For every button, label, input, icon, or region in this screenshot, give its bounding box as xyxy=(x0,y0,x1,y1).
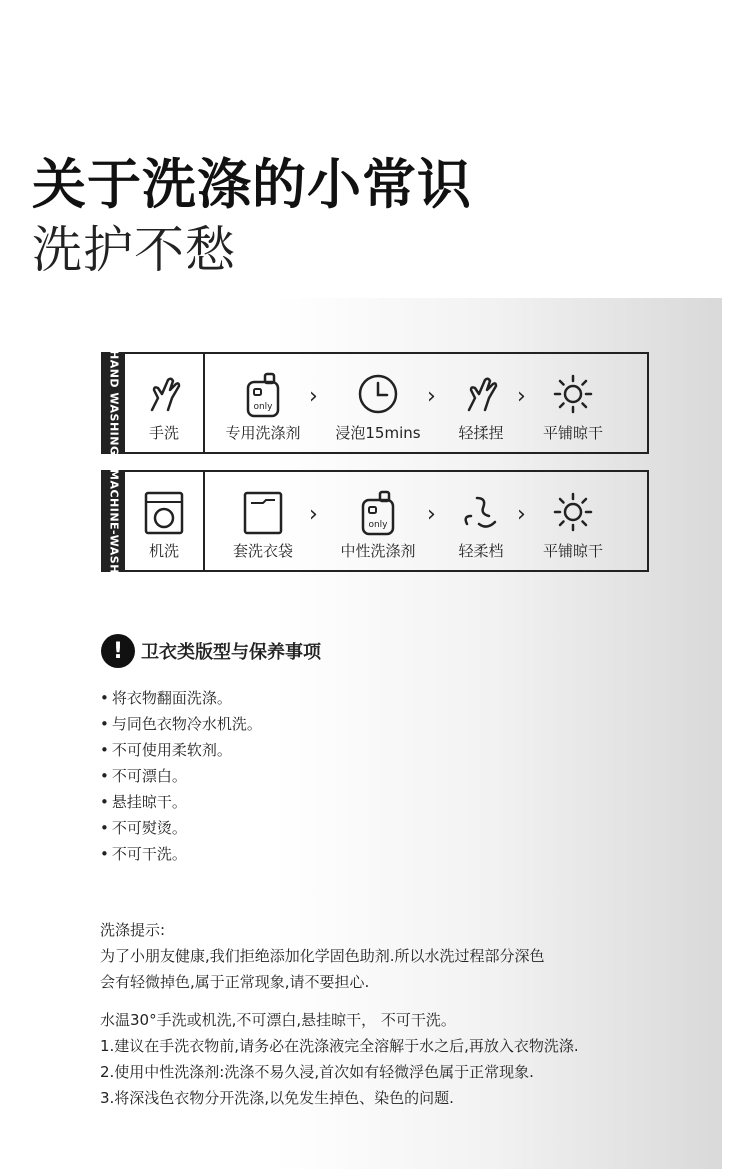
washing-tips xyxy=(100,917,579,1111)
panel-divider xyxy=(203,472,205,570)
list-item: • 将衣物翻面洗涤。 xyxy=(100,688,262,714)
list-item: • 不可使用柔软剂。 xyxy=(100,740,262,766)
tips-temperature-line: 水温30°手洗或机洗,不可漂白,悬挂晾干， 不可干洗。 xyxy=(100,1011,456,1029)
chevron-right-icon: › xyxy=(517,384,526,409)
clock-icon xyxy=(356,372,400,416)
chevron-right-icon: › xyxy=(309,384,318,409)
sun-icon xyxy=(551,490,595,534)
svg-text:only: only xyxy=(368,520,388,530)
panel-divider xyxy=(203,354,205,452)
chevron-right-icon: › xyxy=(427,384,436,409)
machine-wash-panel xyxy=(101,470,649,572)
machine-step-3 xyxy=(441,472,521,570)
chevron-right-icon: › xyxy=(517,502,526,527)
list-item: • 悬挂晾干。 xyxy=(100,792,262,818)
machine-wash-label: 机洗 xyxy=(148,542,179,560)
list-item: • 不可干洗。 xyxy=(100,844,262,870)
spacer xyxy=(100,995,579,1007)
page-title: 关于洗涤的小常识 xyxy=(32,153,472,216)
list-item: • 不可漂白。 xyxy=(100,766,262,792)
detergent-bottle-icon xyxy=(243,372,283,418)
care-notice-header xyxy=(101,634,321,668)
sun-icon xyxy=(551,372,595,416)
hand-washing-panel xyxy=(101,352,649,454)
tips-paragraph-line: 会有轻微掉色,属于正常现象,请不要担心. xyxy=(100,973,370,991)
tips-item-1: 1.建议在手洗衣物前,请务必在洗涤液完全溶解于水之后,再放入衣物洗涤. xyxy=(100,1037,579,1055)
washing-machine-icon xyxy=(142,490,186,536)
hand-wash-mode xyxy=(125,354,203,452)
machine-step-4 xyxy=(533,472,613,570)
list-item: • 与同色衣物冷水机洗。 xyxy=(100,714,262,740)
chevron-right-icon: › xyxy=(309,502,318,527)
chevron-right-icon: › xyxy=(427,502,436,527)
page-subtitle: 洗护不愁 xyxy=(32,221,236,279)
hand-step-1-label: 专用洗涤剂 xyxy=(225,424,301,442)
hand-wash-label: 手洗 xyxy=(148,424,179,442)
tips-label: 洗涤提示: xyxy=(100,921,166,939)
machine-wash-mode xyxy=(125,472,203,570)
list-item: • 不可熨烫。 xyxy=(100,818,262,844)
detergent-bottle-icon xyxy=(358,490,398,536)
machine-step-2 xyxy=(328,472,428,570)
machine-wash-side-label: MACHINE-WASH xyxy=(103,472,125,570)
hand-step-3 xyxy=(441,354,521,452)
machine-step-4-label: 平铺晾干 xyxy=(542,542,603,560)
machine-step-3-label: 轻柔档 xyxy=(458,542,504,560)
tips-item-2: 2.使用中性洗涤剂:洗涤不易久浸,首次如有轻微浮色属于正常现象. xyxy=(100,1063,534,1081)
machine-step-1 xyxy=(223,472,303,570)
hand-step-2 xyxy=(328,354,428,452)
hand-step-4 xyxy=(533,354,613,452)
hand-icon xyxy=(459,372,503,416)
hand-washing-side-label: HAND WASHING xyxy=(103,354,125,452)
care-heading: 卫衣类版型与保养事项 xyxy=(141,642,321,663)
machine-step-2-label: 中性洗涤剂 xyxy=(340,542,416,560)
hand-step-2-label: 浸泡15mins xyxy=(335,424,421,442)
gentle-wave-icon xyxy=(459,490,503,534)
machine-step-1-label: 套洗衣袋 xyxy=(232,542,293,560)
hand-icon xyxy=(142,372,186,416)
tips-item-3: 3.将深浅色衣物分开洗涤,以免发生掉色、染色的问题. xyxy=(100,1089,454,1107)
hand-step-4-label: 平铺晾干 xyxy=(542,424,603,442)
svg-text:only: only xyxy=(253,402,273,412)
hand-step-3-label: 轻揉捏 xyxy=(458,424,504,442)
care-list xyxy=(100,688,262,870)
laundry-bag-icon xyxy=(241,490,285,536)
exclamation-icon: ! xyxy=(101,634,135,668)
tips-paragraph-line: 为了小朋友健康,我们拒绝添加化学固色助剂.所以水洗过程部分深色 xyxy=(100,947,545,965)
hand-step-1 xyxy=(223,354,303,452)
